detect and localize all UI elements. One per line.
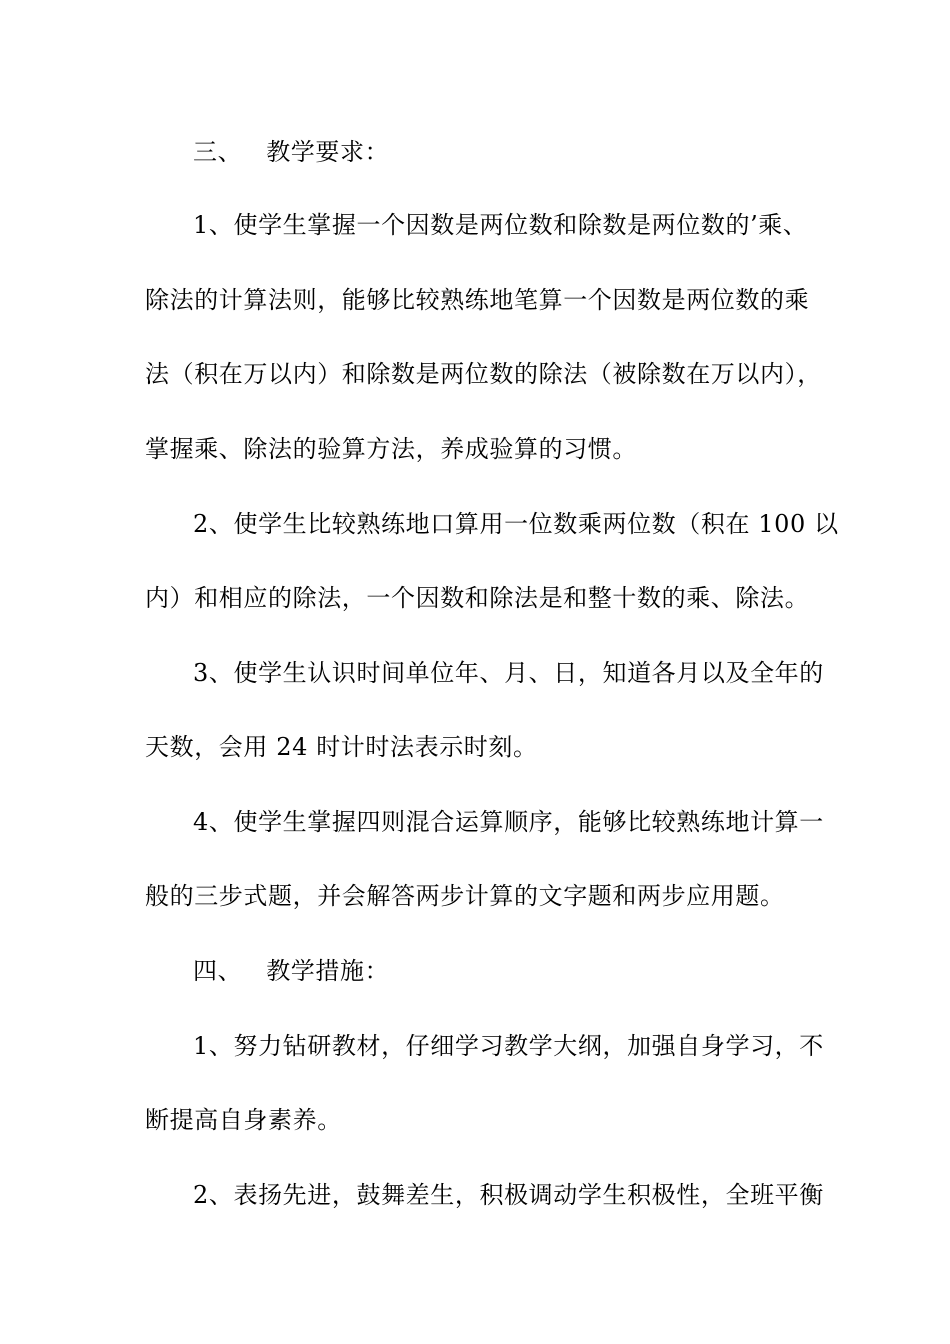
section-title: 教学要求：	[266, 138, 390, 166]
measure-1-line-1: 1、努力钻研教材，仔细学习教学大纲，加强自身学习，不	[193, 1032, 824, 1060]
section-number: 四、	[193, 957, 243, 985]
section-heading-teaching-measures	[193, 955, 389, 987]
section-heading-teaching-requirements	[193, 136, 389, 168]
measure-2-line-1: 2、表扬先进，鼓舞差生，积极调动学生积极性，全班平衡	[193, 1181, 824, 1209]
requirement-4-line-1: 4、使学生掌握四则混合运算顺序，能够比较熟练地计算一	[193, 808, 824, 836]
section-number: 三、	[193, 138, 243, 166]
requirement-1-line-2: 除法的计算法则，能够比较熟练地笔算一个因数是两位数的乘	[145, 286, 810, 314]
measure-1-line-2: 断提高自身素养。	[145, 1106, 342, 1134]
requirement-3-line-2: 天数，会用 24 时计时法表示时刻。	[145, 733, 538, 761]
requirement-4-line-2: 般的三步式题，并会解答两步计算的文字题和两步应用题。	[145, 882, 785, 910]
requirement-2-line-2: 内）和相应的除法，一个因数和除法是和整十数的乘、除法。	[145, 584, 810, 612]
section-title: 教学措施：	[266, 957, 390, 985]
requirement-1-line-1: 1、使学生掌握一个因数是两位数和除数是两位数的’乘、	[193, 211, 808, 239]
requirement-2-line-1: 2、使学生比较熟练地口算用一位数乘两位数（积在 100 以	[193, 510, 839, 538]
requirement-1-line-3: 法（积在万以内）和除数是两位数的除法（被除数在万以内），	[145, 360, 822, 388]
requirement-3-line-1: 3、使学生认识时间单位年、月、日，知道各月以及全年的	[193, 659, 824, 687]
requirement-1-line-4: 掌握乘、除法的验算方法，养成验算的习惯。	[145, 435, 637, 463]
